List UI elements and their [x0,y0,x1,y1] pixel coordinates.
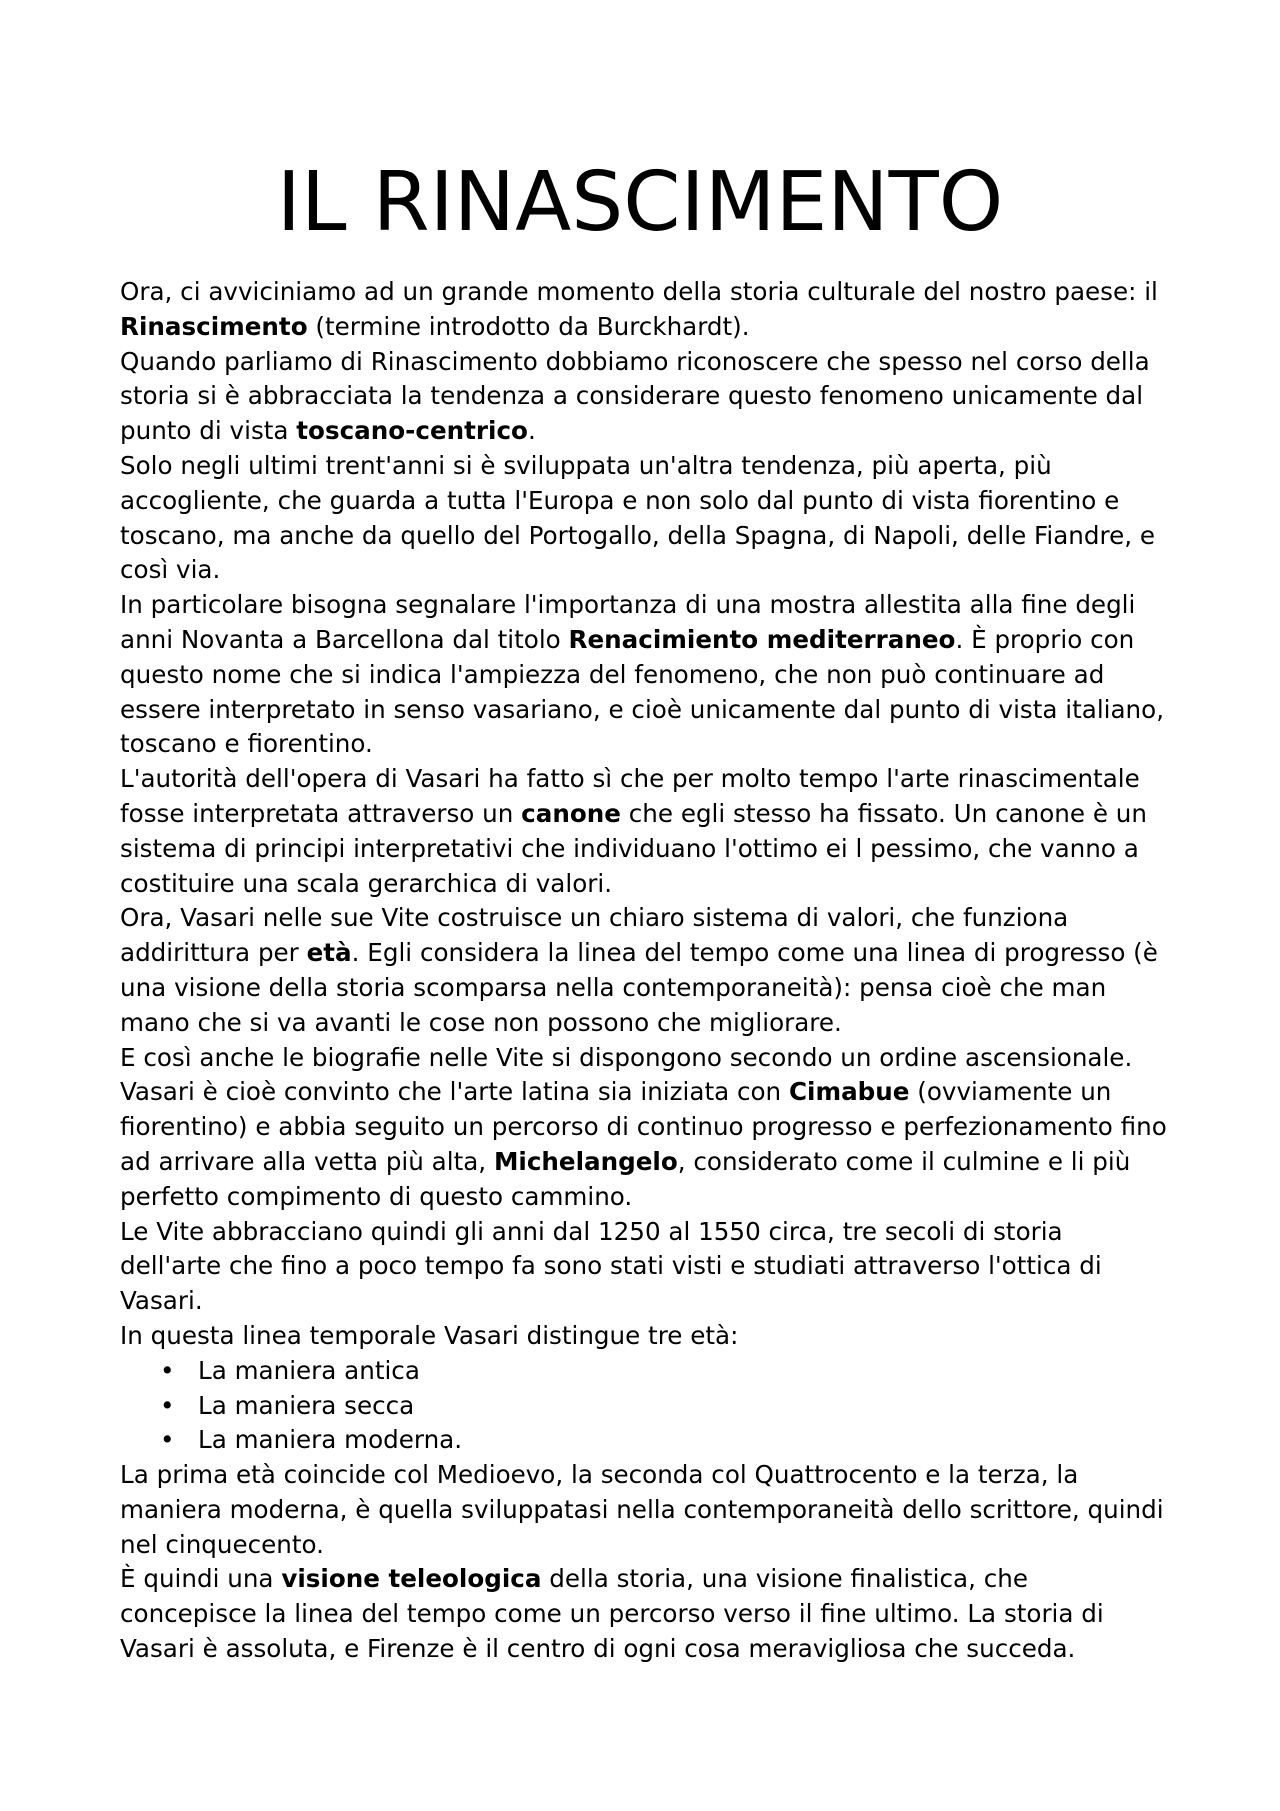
bold-term-toscano-centrico: toscano-centrico [296,416,528,446]
list-item-label: La maniera antica [198,1355,420,1385]
bullet-icon: • [160,1425,175,1455]
text-span: della storia, una visione finalistica, che concepisce la linea del tempo come un percorso verso il fine ultimo. La storia di Vasari è assoluta, e Firenze è il centro di ogni cosa meravigliosa che succeda. [120,1564,1104,1664]
page-title: IL RINASCIMENTO [276,155,1004,250]
text-span: E così anche le biografie nelle Vite si dispongono secondo un ordine ascensionale. Vasari è cioè convinto che l'arte latina sia iniziata con [120,1042,1133,1107]
text-span: L'autorità dell'opera di Vasari ha fatto sì che per molto tempo l'arte rinascimentale fosse interpretata attraverso un [120,764,1140,828]
paragraph-biografie [120,1041,1170,1215]
text-span: , considerato come il culmine e li più perfetto compimento di questo cammino. [120,1146,1131,1211]
paragraph-vite-anni: Le Vite abbracciano quindi gli anni dal 1250 al 1550 circa, tre secoli di storia dell'arte che fino a poco tempo fa sono stati visti e studiati attraverso l'ottica di Vasari. [120,1216,1102,1316]
text-span: (termine introdotto da Burckhardt). [307,311,750,341]
bold-term-rinascimento: Rinascimento [120,311,308,341]
paragraph-prima-eta: La prima età coincide col Medioevo, la seconda col Quattrocento e la terza, la maniera moderna, è quella sviluppatasi nella contemporaneità dello scrittore, quindi nel cinquecento. [120,1460,1164,1559]
bullet-list [120,1354,1170,1458]
paragraph-canone [120,762,1170,901]
text-span: Ora, Vasari nelle sue Vite costruisce un chiaro sistema di valori, che funziona addirittura per [120,903,1069,968]
bold-term-renacimiento: Renacimiento mediterraneo [568,624,956,654]
list-item [120,1423,1170,1458]
text-span: . [527,416,536,446]
list-item-label: La maniera moderna. [198,1425,463,1455]
text-span: che egli stesso ha fissato. Un canone è un sistema di principi interpretativi che individuano l'ottimo ei l pessimo, che vanno a costituire una scala gerarchica di valori. [120,798,1147,898]
bold-term-cimabue: Cimabue [788,1077,910,1107]
text-span: È quindi una [120,1564,282,1594]
bold-term-eta: età [306,938,352,968]
text-span: . È proprio con questo nome che si indica l'ampiezza del fenomeno, che non può continuare ad essere interpretato in senso vasariano, e cioè unicamente dal punto di vista italiano, toscano e fiorentino. [120,624,1165,759]
list-item [120,1354,1170,1389]
paragraph-eta [120,901,1170,1040]
text-span: Ora, ci avviciniamo ad un grande momento della storia culturale del nostro paese: il [120,277,1158,306]
paragraph-ultimi-anni: Solo negli ultimi trent'anni si è sviluppata un'altra tendenza, più aperta, più accogliente, che guarda a tutta l'Europa e non solo dal punto di vista fiorentino e toscano, ma anche da quello del Portogallo, della Spagna, di Napoli, delle Fiandre, e così via. [120,450,1155,585]
text-span: Quando parliamo di Rinascimento dobbiamo riconoscere che spesso nel corso della storia si è abbracciata la tendenza a considerare questo fenomeno unicamente dal punto di vista [120,346,1150,446]
bullet-icon: • [160,1390,175,1420]
bold-term-visione-teleologica: visione teleologica [281,1564,542,1594]
paragraph-tre-eta: In questa linea temporale Vasari distingue tre età: [120,1320,739,1350]
list-item-label: La maniera secca [198,1390,415,1420]
bullet-icon: • [160,1355,175,1385]
bold-term-michelangelo: Michelangelo [493,1146,678,1176]
document-body [120,275,1170,1667]
bold-term-canone: canone [521,798,621,828]
paragraph-teleologica [120,1562,1170,1666]
paragraph-toscano-centrico [120,345,1170,449]
paragraph-intro [120,275,1170,345]
paragraph-mostra [120,588,1170,762]
text-span: (ovviamente un fiorentino) e abbia seguito un percorso di continuo progresso e perfezionamento fino ad arrivare alla vetta più alta, [120,1077,1167,1176]
text-span: In particolare bisogna segnalare l'importanza di una mostra allestita alla fine degli anni Novanta a Barcellona dal titolo [120,590,1136,654]
list-item [120,1389,1170,1424]
text-span: . Egli considera la linea del tempo come una linea di progresso (è una visione della storia scomparsa nella contemporaneità): pensa cioè che man mano che si va avanti le cose non possono che migliorare. [120,938,1158,1037]
